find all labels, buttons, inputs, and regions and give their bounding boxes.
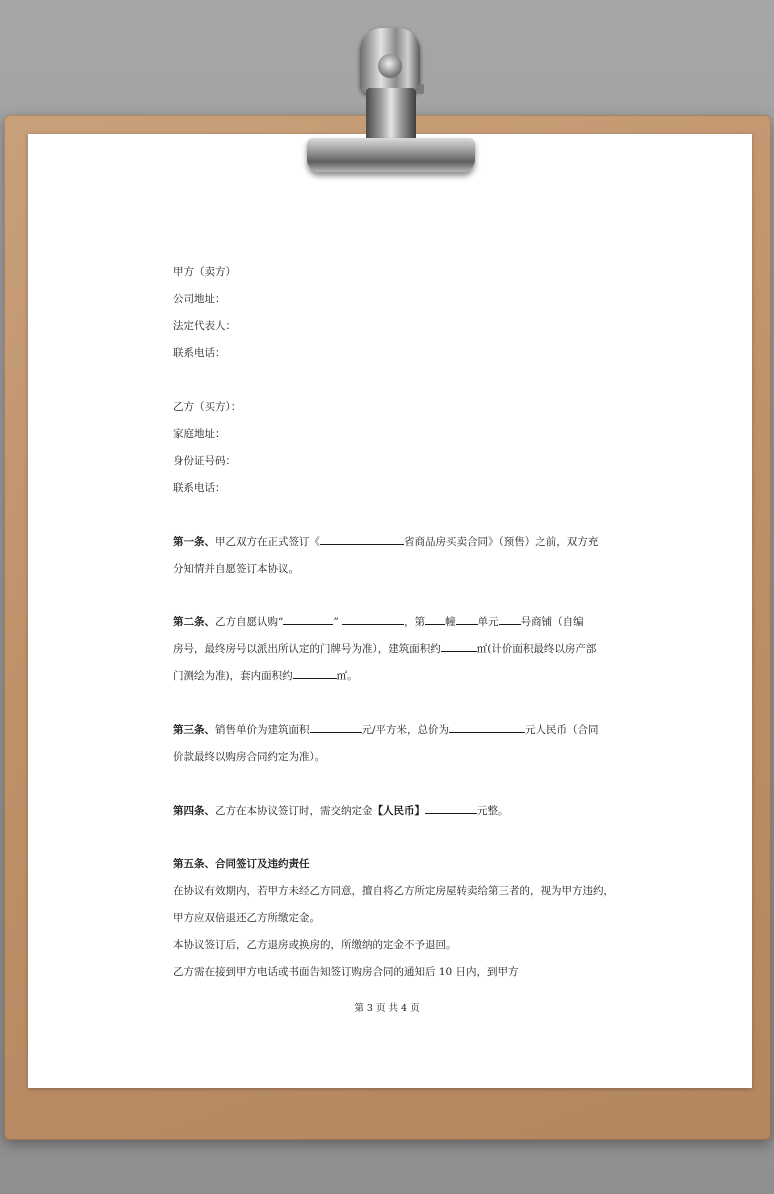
party-b-id-number: 身份证号码： bbox=[173, 455, 236, 467]
article-2-line-3: 门测绘为准)，套内面积约 ㎡。 bbox=[173, 670, 358, 682]
article-2-heading: 第二条、 bbox=[173, 616, 215, 628]
article-4-line-1: 第四条、乙方在本协议签订时，需交纳定金【人民币】 元整。 bbox=[173, 805, 509, 817]
party-a-representative: 法定代表人： bbox=[173, 320, 236, 332]
article-5-para-2: 甲方应双倍退还乙方所缴定金。 bbox=[173, 912, 320, 924]
party-b-phone: 联系电话： bbox=[173, 482, 226, 494]
blank-building bbox=[425, 615, 445, 625]
clip-hole bbox=[378, 54, 402, 78]
article-5-para-4: 乙方需在接到甲方电话或书面告知签订购房合同的通知后 10 日内，到甲方 bbox=[173, 966, 519, 978]
clip-neck bbox=[366, 88, 416, 144]
blank-unit-price bbox=[310, 723, 362, 733]
clip-pin bbox=[418, 84, 424, 94]
page-number: 第 3 页 共 4 页 bbox=[354, 1003, 420, 1014]
blank-inner-area bbox=[293, 669, 337, 679]
blank-building-area bbox=[441, 642, 477, 652]
article-2-line-2: 房号，最终房号以派出所认定的门牌号为准），建筑面积约 ㎡(计价面积最终以房产部 bbox=[173, 643, 597, 655]
article-5-para-1: 在协议有效期内，若甲方未经乙方同意，擅自将乙方所定房屋转卖给第三者的，视为甲方违约， bbox=[173, 885, 614, 897]
article-1-heading: 第一条、 bbox=[173, 536, 215, 548]
blank-deposit bbox=[425, 804, 477, 814]
blank-unit bbox=[456, 615, 478, 625]
clip-bar bbox=[307, 138, 475, 172]
blank-project-extra bbox=[342, 615, 404, 625]
party-b-title: 乙方（买方）： bbox=[173, 401, 242, 413]
party-a-address: 公司地址： bbox=[173, 293, 226, 305]
article-3-heading: 第三条、 bbox=[173, 724, 215, 736]
party-a-title: 甲方（卖方） bbox=[173, 266, 236, 278]
party-b-address: 家庭地址： bbox=[173, 428, 226, 440]
party-a-phone: 联系电话： bbox=[173, 347, 226, 359]
blank-shop-number bbox=[499, 615, 521, 625]
blank-province bbox=[320, 535, 404, 545]
article-2-line-1: 第二条、乙方自愿认购“ ” ，第 幢 单元 号商铺（自编 bbox=[173, 616, 584, 628]
blank-project-name bbox=[283, 615, 333, 625]
article-5-para-3: 本协议签订后，乙方退房或换房的，所缴纳的定金不予退回。 bbox=[173, 939, 457, 951]
blank-total-price bbox=[449, 723, 525, 733]
article-3-line-1: 第三条、销售单价为建筑面积 元/平方米，总价为 元人民币（合同 bbox=[173, 724, 599, 736]
article-3-line-2: 价款最终以购房合同约定为准）。 bbox=[173, 751, 326, 763]
article-4-heading: 第四条、 bbox=[173, 805, 215, 817]
article-5-heading: 第五条、合同签订及违约责任 bbox=[173, 858, 310, 870]
article-1-line-2: 分知情并自愿签订本协议。 bbox=[173, 563, 299, 575]
article-1-line-1: 第一条、甲乙双方在正式签订《 省商品房买卖合同》（预售）之前，双方充 bbox=[173, 536, 599, 548]
